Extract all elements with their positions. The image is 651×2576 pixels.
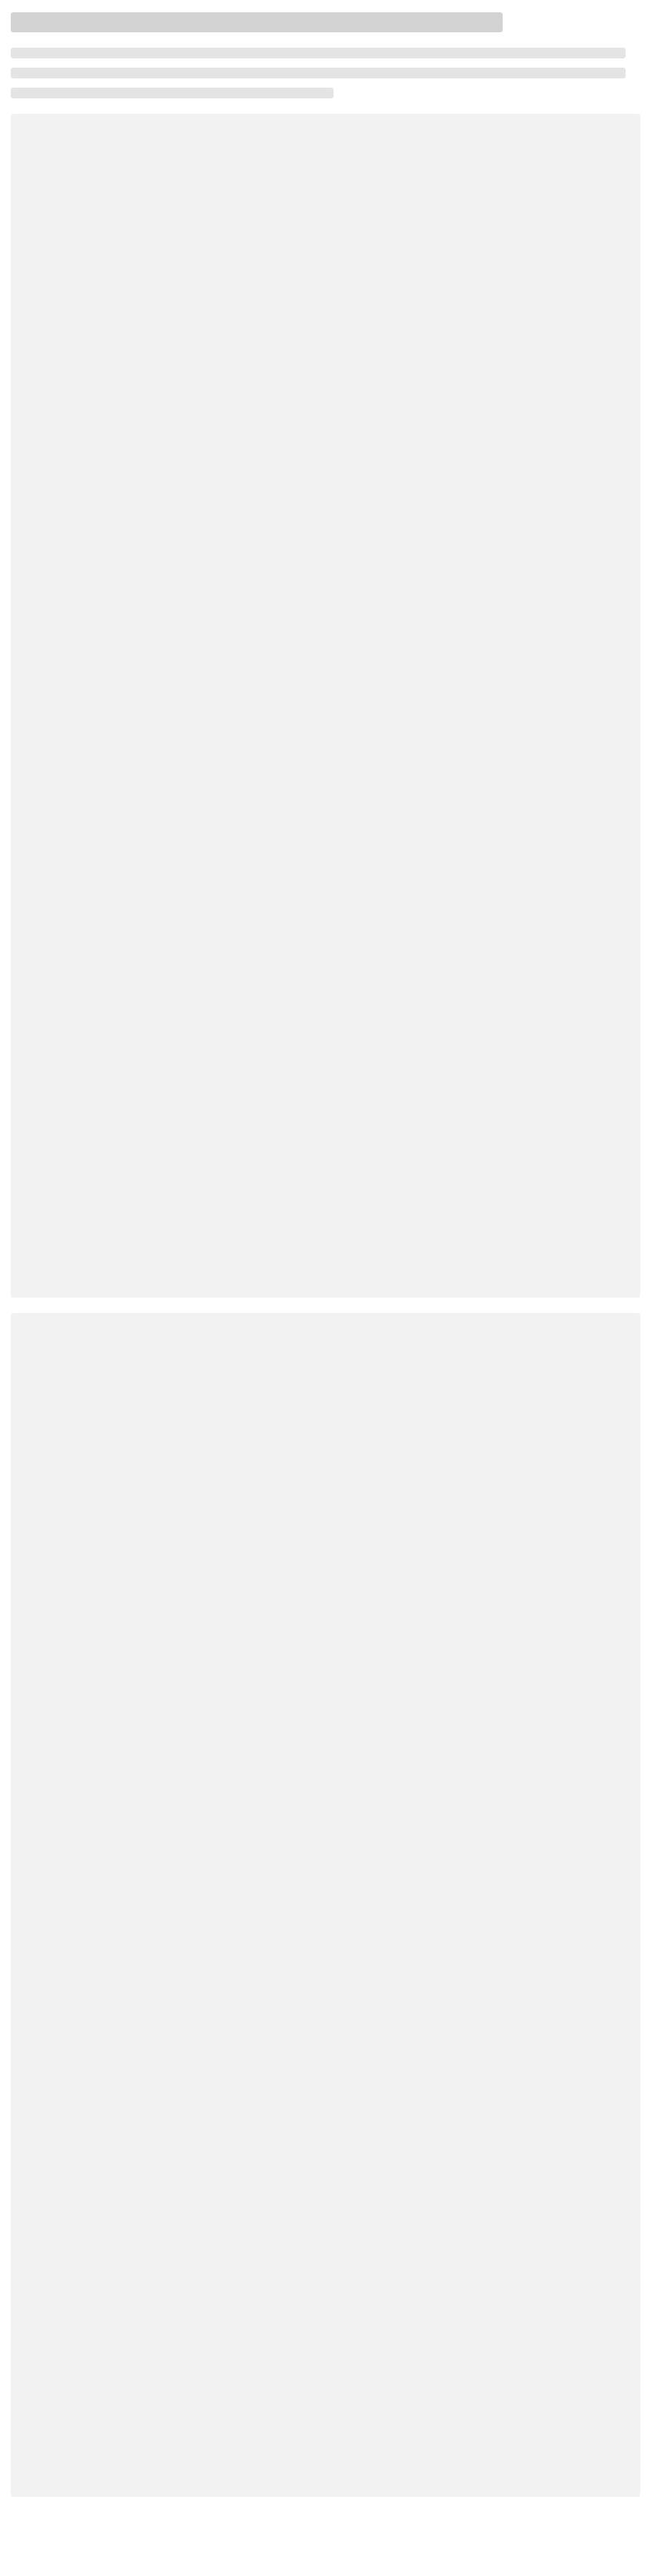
content-placeholder: [11, 1313, 640, 2497]
line-placeholder: [11, 68, 626, 78]
content-placeholder: [11, 48, 640, 98]
line-placeholder: [11, 88, 334, 98]
document-title: [11, 12, 503, 32]
content-placeholder: [11, 114, 640, 1298]
line-placeholder: [11, 48, 626, 58]
body-placeholder: [11, 114, 640, 1298]
body-placeholder: [11, 1313, 640, 2497]
